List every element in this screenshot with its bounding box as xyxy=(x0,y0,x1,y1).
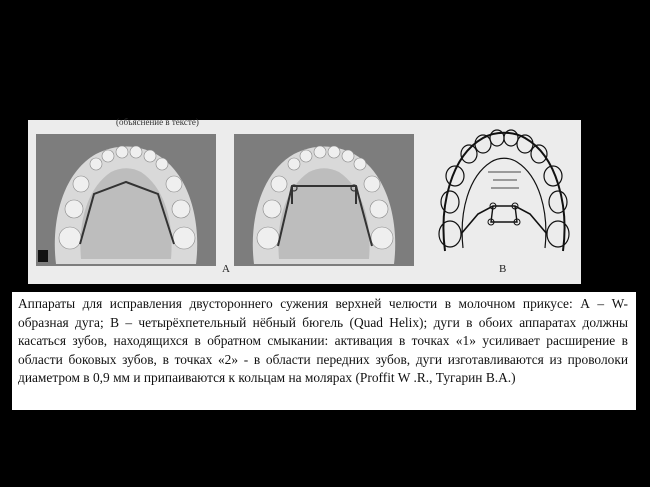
dental-cast-photo-w-arch xyxy=(36,134,216,266)
quad-helix-line-drawing xyxy=(433,126,575,260)
figure-label-a: А xyxy=(222,263,230,275)
figure-label-b: В xyxy=(499,263,507,275)
caption-text: Аппараты для исправления двустороннего сужения верхней челюсти в молочном прикусе: А – W-образная дуга; В – четырёхпетельный нёбный бюгель (Quad Helix); дуги в обоих аппаратах должны касаться зубов, находящихся в обратном смыкании: активация в точках «1» усиливает расширение в области боковых зубов, в точках «2» - в области передних зубов, дуги изготавливаются из проволоки диаметром в 0,9 мм и припаиваются к кольцам на молярах (Proffit W .R., Тугарин В.А.) xyxy=(18,296,628,385)
caption-box xyxy=(12,292,636,410)
dental-cast-photo-quad-helix xyxy=(234,134,414,266)
figure-top-caption: (объяснение в тексте) xyxy=(116,117,199,127)
figure-panel xyxy=(28,117,581,284)
